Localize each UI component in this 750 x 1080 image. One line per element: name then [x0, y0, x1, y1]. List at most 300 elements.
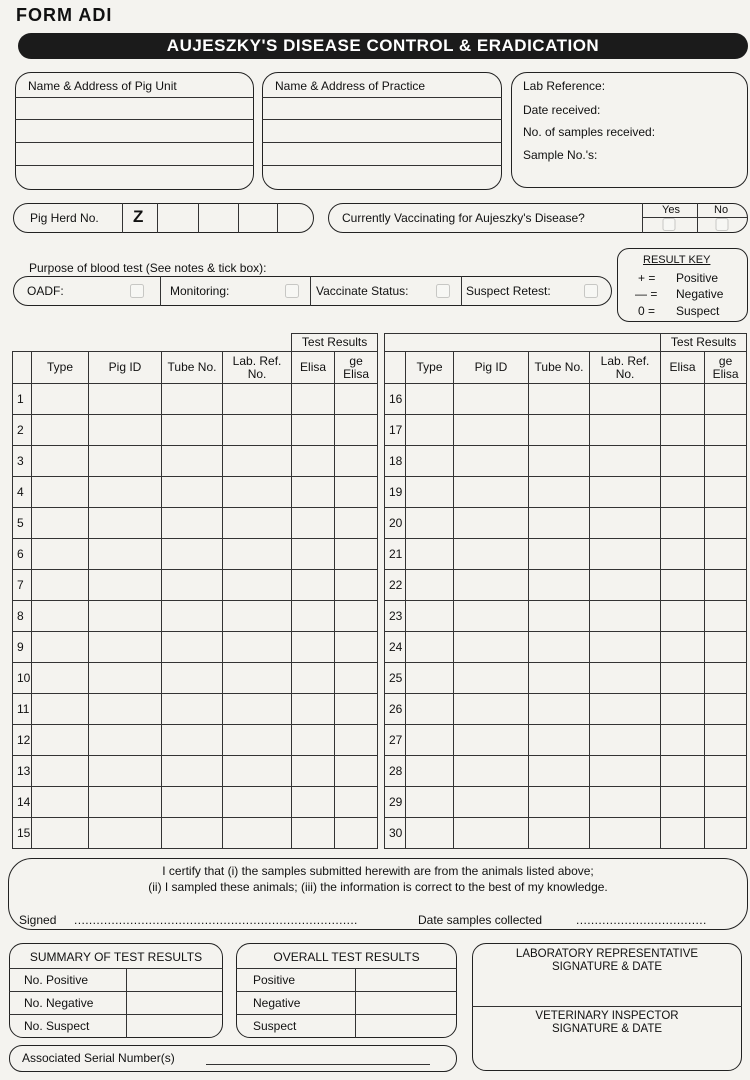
herd-divider [122, 203, 123, 233]
type-cell[interactable] [406, 539, 454, 570]
ge-elisa-cell[interactable] [705, 539, 747, 570]
tube-no-cell[interactable] [529, 601, 590, 632]
pig-id-cell[interactable] [454, 415, 529, 446]
pig-id-cell[interactable] [89, 694, 162, 725]
elisa-cell[interactable] [661, 818, 705, 849]
tube-no-cell[interactable] [162, 446, 223, 477]
type-cell[interactable] [32, 570, 89, 601]
pig-id-cell[interactable] [454, 539, 529, 570]
form-title: AUJESZKY'S DISEASE CONTROL & ERADICATION [166, 36, 600, 55]
pig-id-cell[interactable] [89, 663, 162, 694]
practice-address-line-3[interactable] [267, 144, 497, 163]
elisa-cell[interactable] [661, 601, 705, 632]
pig-id-header: Pig ID [454, 352, 529, 384]
elisa-cell[interactable] [661, 694, 705, 725]
pig-id-cell[interactable] [454, 632, 529, 663]
row-number: 15 [13, 818, 32, 849]
form-code: FORM ADI [16, 5, 113, 25]
ge-elisa-cell[interactable] [335, 694, 378, 725]
ge-elisa-cell[interactable] [705, 663, 747, 694]
practice-address-line-4[interactable] [267, 167, 497, 186]
overall-negative-field[interactable] [358, 993, 452, 1012]
pig-id-cell[interactable] [454, 446, 529, 477]
type-cell[interactable] [406, 384, 454, 415]
overall-suspect-field[interactable] [358, 1016, 452, 1035]
lab-rep-signature-field[interactable] [480, 978, 734, 1002]
samples-received-label: No. of samples received: [523, 125, 656, 139]
test-results-header: Test Results [292, 334, 378, 352]
ge-elisa-cell[interactable] [705, 601, 747, 632]
ge-elisa-cell[interactable] [705, 632, 747, 663]
serial-line [206, 1064, 430, 1065]
pig-unit-address-line-4[interactable] [20, 167, 249, 186]
signed-field[interactable] [74, 906, 390, 924]
type-cell[interactable] [406, 477, 454, 508]
elisa-cell[interactable] [292, 477, 335, 508]
elisa-cell[interactable] [292, 818, 335, 849]
type-cell[interactable] [32, 756, 89, 787]
lab-ref-cell[interactable] [223, 787, 292, 818]
practice-line [262, 165, 502, 166]
herd-divider [238, 203, 239, 233]
elisa-cell[interactable] [661, 725, 705, 756]
lab-ref-cell[interactable] [223, 663, 292, 694]
table-row [385, 756, 747, 787]
signed-label: Signed [19, 913, 57, 927]
table-row [13, 725, 378, 756]
pig-id-cell[interactable] [89, 818, 162, 849]
tube-no-cell[interactable] [162, 756, 223, 787]
row-number: 19 [385, 477, 406, 508]
type-cell[interactable] [32, 477, 89, 508]
purpose-option-vaccinate-status: Vaccinate Status: [316, 284, 409, 298]
lab-ref-cell[interactable] [223, 446, 292, 477]
signatures-divider [472, 1006, 742, 1007]
ge-elisa-header-line2: Elisa [712, 366, 739, 381]
pig-id-cell[interactable] [89, 415, 162, 446]
table-row [385, 818, 747, 849]
ge-elisa-cell[interactable] [705, 508, 747, 539]
ge-elisa-header [335, 352, 378, 384]
purpose-divider [160, 276, 161, 306]
elisa-cell[interactable] [292, 570, 335, 601]
type-cell[interactable] [32, 539, 89, 570]
ge-elisa-cell[interactable] [705, 384, 747, 415]
row-number: 28 [385, 756, 406, 787]
vaccinating-no-checkbox[interactable] [715, 218, 729, 231]
elisa-cell[interactable] [292, 384, 335, 415]
table-row [13, 818, 378, 849]
tube-no-cell[interactable] [162, 477, 223, 508]
vaccinating-divider [697, 203, 698, 233]
tube-no-cell[interactable] [529, 570, 590, 601]
sample-nos-label: Sample No.'s: [523, 148, 598, 162]
elisa-cell[interactable] [661, 508, 705, 539]
table-row [385, 508, 747, 539]
lab-ref-cell[interactable] [223, 570, 292, 601]
type-cell[interactable] [32, 663, 89, 694]
purpose-title: Purpose of blood test (See notes & tick box): [29, 261, 267, 275]
lab-ref-cell[interactable] [590, 415, 661, 446]
pig-id-cell[interactable] [89, 601, 162, 632]
summary-no-suspect: No. Suspect [24, 1019, 90, 1033]
summary-divider [126, 968, 127, 1038]
table-row [385, 632, 747, 663]
elisa-cell[interactable] [661, 477, 705, 508]
lab-ref-cell[interactable] [223, 477, 292, 508]
ge-elisa-cell[interactable] [335, 446, 378, 477]
lab-ref-cell[interactable] [590, 725, 661, 756]
tube-no-cell[interactable] [529, 787, 590, 818]
samples-received-field[interactable] [682, 124, 740, 140]
results-table-left [12, 333, 378, 849]
tube-no-cell[interactable] [162, 632, 223, 663]
lab-ref-cell[interactable] [590, 694, 661, 725]
pig-unit-address-line-1[interactable] [20, 99, 249, 118]
elisa-cell[interactable] [661, 415, 705, 446]
purpose-divider [461, 276, 462, 306]
type-cell[interactable] [32, 725, 89, 756]
type-header: Type [406, 352, 454, 384]
lab-ref-cell[interactable] [590, 756, 661, 787]
type-cell[interactable] [32, 818, 89, 849]
type-cell[interactable] [32, 508, 89, 539]
type-cell[interactable] [406, 663, 454, 694]
tube-no-cell[interactable] [529, 818, 590, 849]
row-number: 21 [385, 539, 406, 570]
pig-id-cell[interactable] [454, 508, 529, 539]
serial-number-field[interactable] [206, 1048, 430, 1064]
ge-elisa-cell[interactable] [335, 508, 378, 539]
tube-no-cell[interactable] [529, 663, 590, 694]
ge-elisa-cell[interactable] [335, 663, 378, 694]
type-cell[interactable] [406, 601, 454, 632]
row-number: 27 [385, 725, 406, 756]
pig-id-cell[interactable] [454, 756, 529, 787]
tube-no-cell[interactable] [162, 787, 223, 818]
type-cell[interactable] [406, 818, 454, 849]
elisa-cell[interactable] [661, 663, 705, 694]
row-number: 11 [13, 694, 32, 725]
type-cell[interactable] [406, 415, 454, 446]
lab-ref-cell[interactable] [590, 446, 661, 477]
table-row [385, 725, 747, 756]
tube-no-cell[interactable] [529, 415, 590, 446]
elisa-cell[interactable] [292, 539, 335, 570]
purpose-vaccinate-status-checkbox[interactable] [436, 284, 450, 298]
row-number-header [385, 352, 406, 384]
practice-address-line-2[interactable] [267, 121, 497, 140]
tube-no-cell[interactable] [529, 508, 590, 539]
tube-no-cell[interactable] [529, 384, 590, 415]
table-row [385, 601, 747, 632]
row-number: 23 [385, 601, 406, 632]
pig-id-cell[interactable] [454, 570, 529, 601]
overall-line [236, 968, 457, 969]
lab-ref-cell[interactable] [590, 477, 661, 508]
row-number: 24 [385, 632, 406, 663]
pig-id-cell[interactable] [89, 539, 162, 570]
vaccinating-divider [642, 217, 748, 218]
vet-line-1: VETERINARY INSPECTOR [535, 1010, 679, 1022]
pig-id-cell[interactable] [454, 477, 529, 508]
vaccinating-no-label: No [714, 204, 729, 216]
type-cell[interactable] [32, 787, 89, 818]
tube-no-cell[interactable] [162, 601, 223, 632]
pig-id-cell[interactable] [454, 818, 529, 849]
row-number: 29 [385, 787, 406, 818]
tube-no-cell[interactable] [529, 756, 590, 787]
lab-ref-cell[interactable] [590, 632, 661, 663]
pig-unit-line [15, 119, 254, 120]
summary-negative-field[interactable] [129, 993, 219, 1012]
elisa-cell[interactable] [292, 508, 335, 539]
type-cell[interactable] [406, 632, 454, 663]
row-number: 17 [385, 415, 406, 446]
elisa-cell[interactable] [292, 601, 335, 632]
table-row [13, 601, 378, 632]
ge-elisa-cell[interactable] [705, 787, 747, 818]
lab-ref-cell[interactable] [223, 756, 292, 787]
elisa-cell[interactable] [661, 384, 705, 415]
date-collected-dots: ................................... [576, 913, 707, 927]
purpose-suspect-retest-checkbox[interactable] [584, 284, 598, 298]
pig-id-cell[interactable] [89, 787, 162, 818]
type-header: Type [32, 352, 89, 384]
lab-reference-field[interactable] [630, 78, 740, 94]
row-number: 16 [385, 384, 406, 415]
tube-no-cell[interactable] [529, 477, 590, 508]
purpose-option-suspect-retest: Suspect Retest: [466, 284, 551, 298]
practice-address-line-1[interactable] [267, 99, 497, 118]
ge-elisa-cell[interactable] [705, 446, 747, 477]
pig-unit-address-line-2[interactable] [20, 121, 249, 140]
pig-id-header: Pig ID [89, 352, 162, 384]
elisa-cell[interactable] [661, 539, 705, 570]
lab-ref-cell[interactable] [590, 818, 661, 849]
overall-positive-field[interactable] [358, 970, 452, 989]
lab-ref-header-line1: Lab. Ref. [600, 353, 650, 368]
ge-elisa-cell[interactable] [705, 570, 747, 601]
lab-ref-cell[interactable] [590, 663, 661, 694]
type-cell[interactable] [32, 446, 89, 477]
tube-no-cell[interactable] [162, 570, 223, 601]
pig-id-cell[interactable] [89, 508, 162, 539]
elisa-cell[interactable] [661, 756, 705, 787]
pig-id-cell[interactable] [89, 756, 162, 787]
lab-ref-cell[interactable] [223, 539, 292, 570]
row-number: 20 [385, 508, 406, 539]
tube-no-cell[interactable] [162, 818, 223, 849]
ge-elisa-cell[interactable] [335, 570, 378, 601]
type-cell[interactable] [406, 787, 454, 818]
summary-positive-field[interactable] [129, 970, 219, 989]
ge-elisa-cell[interactable] [705, 818, 747, 849]
herd-digit-1[interactable] [160, 207, 196, 229]
lab-ref-cell[interactable] [223, 725, 292, 756]
date-received-field[interactable] [620, 102, 740, 118]
ge-elisa-cell[interactable] [705, 477, 747, 508]
pig-id-cell[interactable] [89, 632, 162, 663]
date-collected-field[interactable] [576, 906, 710, 924]
type-cell[interactable] [406, 756, 454, 787]
lab-ref-cell[interactable] [590, 787, 661, 818]
tube-no-cell[interactable] [529, 632, 590, 663]
tube-no-cell[interactable] [162, 663, 223, 694]
summary-suspect-field[interactable] [129, 1016, 219, 1035]
ge-elisa-cell[interactable] [335, 539, 378, 570]
ge-elisa-cell[interactable] [335, 756, 378, 787]
result-key-suspect: Suspect [676, 304, 720, 318]
ge-elisa-cell[interactable] [335, 415, 378, 446]
ge-elisa-header-line1: ge [718, 353, 733, 368]
tube-no-cell[interactable] [162, 508, 223, 539]
sample-nos-field[interactable] [610, 147, 740, 163]
herd-digit-4[interactable] [280, 207, 308, 229]
type-cell[interactable] [32, 601, 89, 632]
tube-no-cell[interactable] [529, 539, 590, 570]
ge-elisa-cell[interactable] [335, 632, 378, 663]
type-cell[interactable] [406, 725, 454, 756]
pig-id-cell[interactable] [89, 570, 162, 601]
lab-ref-cell[interactable] [590, 601, 661, 632]
pig-unit-line [15, 97, 254, 98]
pig-unit-label: Name & Address of Pig Unit [28, 79, 177, 93]
pig-id-cell[interactable] [454, 601, 529, 632]
elisa-cell[interactable] [292, 787, 335, 818]
herd-digit-3[interactable] [241, 207, 275, 229]
table-row [385, 384, 747, 415]
table-row [385, 694, 747, 725]
type-cell[interactable] [32, 632, 89, 663]
ge-elisa-cell[interactable] [335, 818, 378, 849]
overall-line [236, 1014, 457, 1015]
elisa-cell[interactable] [661, 787, 705, 818]
lab-ref-cell[interactable] [223, 632, 292, 663]
row-number: 14 [13, 787, 32, 818]
practice-line [262, 119, 502, 120]
herd-digit-2[interactable] [201, 207, 236, 229]
type-cell[interactable] [32, 694, 89, 725]
purpose-monitoring-checkbox[interactable] [285, 284, 299, 298]
elisa-cell[interactable] [661, 632, 705, 663]
ge-elisa-cell[interactable] [705, 756, 747, 787]
lab-ref-header-line1: Lab. Ref. [232, 353, 282, 368]
signed-dots: ............................................................................ [74, 913, 358, 927]
type-cell[interactable] [406, 508, 454, 539]
practice-line [262, 142, 502, 143]
purpose-oadf-checkbox[interactable] [130, 284, 144, 298]
tube-no-cell[interactable] [162, 415, 223, 446]
lab-ref-cell[interactable] [223, 508, 292, 539]
ge-elisa-cell[interactable] [335, 601, 378, 632]
elisa-cell[interactable] [661, 570, 705, 601]
pig-id-cell[interactable] [454, 694, 529, 725]
type-cell[interactable] [406, 694, 454, 725]
elisa-cell[interactable] [292, 663, 335, 694]
pig-unit-line [15, 165, 254, 166]
pig-id-cell[interactable] [454, 787, 529, 818]
vaccinating-yes-label: Yes [662, 204, 680, 216]
ge-elisa-cell[interactable] [705, 725, 747, 756]
lab-ref-cell[interactable] [590, 570, 661, 601]
lab-ref-cell[interactable] [223, 601, 292, 632]
lab-ref-cell[interactable] [223, 384, 292, 415]
lab-ref-cell[interactable] [223, 694, 292, 725]
tube-no-cell[interactable] [529, 694, 590, 725]
lab-ref-cell[interactable] [223, 818, 292, 849]
pig-id-cell[interactable] [89, 384, 162, 415]
lab-ref-cell[interactable] [223, 415, 292, 446]
pig-id-cell[interactable] [454, 384, 529, 415]
lab-ref-cell[interactable] [590, 508, 661, 539]
overall-positive: Positive [253, 973, 296, 987]
elisa-cell[interactable] [661, 446, 705, 477]
tube-no-cell[interactable] [529, 446, 590, 477]
result-key-negative: Negative [676, 287, 724, 301]
ge-elisa-header [705, 352, 747, 384]
elisa-cell[interactable] [292, 415, 335, 446]
pig-id-cell[interactable] [89, 477, 162, 508]
ge-elisa-cell[interactable] [705, 415, 747, 446]
ge-elisa-cell[interactable] [335, 384, 378, 415]
table-row [13, 384, 378, 415]
ge-elisa-cell[interactable] [335, 477, 378, 508]
elisa-cell[interactable] [292, 632, 335, 663]
type-cell[interactable] [406, 570, 454, 601]
pig-id-cell[interactable] [454, 725, 529, 756]
ge-elisa-cell[interactable] [335, 725, 378, 756]
vet-signature-field[interactable] [480, 1040, 734, 1064]
lab-ref-header [590, 352, 661, 384]
table-row [385, 663, 747, 694]
pig-unit-address-line-3[interactable] [20, 144, 249, 163]
table-row [385, 415, 747, 446]
purpose-divider [310, 276, 311, 306]
elisa-cell[interactable] [292, 446, 335, 477]
lab-ref-cell[interactable] [590, 539, 661, 570]
pig-id-cell[interactable] [454, 663, 529, 694]
elisa-cell[interactable] [292, 725, 335, 756]
pig-id-cell[interactable] [89, 725, 162, 756]
tube-no-cell[interactable] [162, 725, 223, 756]
elisa-cell[interactable] [292, 756, 335, 787]
vaccinating-yes-checkbox[interactable] [662, 218, 676, 231]
certify-line-2: (ii) I sampled these animals; (iii) the information is correct to the best of my knowledge. [148, 880, 608, 894]
pig-unit-line [15, 142, 254, 143]
type-cell[interactable] [32, 415, 89, 446]
overall-divider [355, 968, 356, 1038]
ge-elisa-cell[interactable] [705, 694, 747, 725]
type-cell[interactable] [32, 384, 89, 415]
tube-no-cell[interactable] [162, 384, 223, 415]
tube-no-cell[interactable] [162, 694, 223, 725]
type-cell[interactable] [406, 446, 454, 477]
tube-no-cell[interactable] [162, 539, 223, 570]
summary-no-positive: No. Positive [24, 973, 89, 987]
tube-no-cell[interactable] [529, 725, 590, 756]
ge-elisa-cell[interactable] [335, 787, 378, 818]
ge-elisa-header-line1: ge [349, 353, 363, 368]
ge-elisa-header-line2: Elisa [343, 366, 370, 381]
result-key-symbol-negative: — = [635, 287, 658, 301]
row-number: 25 [385, 663, 406, 694]
pig-id-cell[interactable] [89, 446, 162, 477]
results-table-right [384, 333, 747, 849]
lab-ref-cell[interactable] [590, 384, 661, 415]
elisa-cell[interactable] [292, 694, 335, 725]
table-row [13, 539, 378, 570]
